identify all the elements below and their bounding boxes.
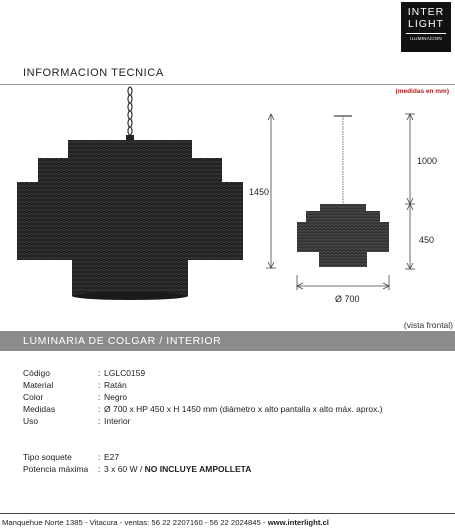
- spec-label: Código: [23, 368, 50, 378]
- logo-divider: [406, 33, 446, 34]
- spec-separator: :: [98, 392, 101, 402]
- spec-separator: :: [98, 416, 101, 426]
- schematic-drawing: [282, 104, 435, 304]
- footer-divider: [0, 513, 455, 514]
- spec-value: [104, 464, 251, 474]
- power-note: NO INCLUYE AMPOLLETA: [144, 464, 252, 474]
- units-note: (medidas en mm): [395, 88, 449, 95]
- product-photo: [14, 85, 246, 303]
- spec-label: Tipo soquete: [23, 452, 72, 462]
- logo-line-1: INTER: [407, 6, 445, 18]
- total-height-label: 1450: [249, 187, 270, 197]
- spec-separator: :: [98, 464, 101, 474]
- brand-logo: [401, 2, 451, 52]
- shade-height-label: 450: [419, 235, 435, 245]
- section-title: INFORMACION TECNICA: [23, 67, 164, 79]
- spec-value: Negro: [104, 392, 128, 402]
- spec-value: Ratán: [104, 380, 127, 390]
- spec-separator: :: [98, 380, 101, 390]
- spec-separator: :: [98, 368, 101, 378]
- spec-label: Color: [23, 392, 44, 402]
- spec-label: Material: [23, 380, 54, 390]
- spec-value: Interior: [104, 416, 131, 426]
- spec-label: Potencia máxima: [23, 464, 89, 474]
- power-value: 3 x 60 W /: [104, 464, 143, 474]
- logo-line-3: ILUMINACION: [410, 36, 442, 41]
- spec-value: LGLC0159: [104, 368, 146, 378]
- spec-label: Medidas: [23, 404, 56, 414]
- spec-value: Ø 700 x HP 450 x H 1450 mm (diámetro x alto pantalla x alto máx. aprox.): [104, 404, 383, 414]
- footer-address: Manquehue Norte 1385 - Vitacura - ventas: 56 22 2207160 - 56 22 2024845 -: [2, 518, 266, 527]
- hanging-chain: [128, 87, 132, 135]
- spec-separator: :: [98, 404, 101, 414]
- footer-website[interactable]: www.interlight.cl: [267, 518, 329, 527]
- chain-length-label: 1000: [417, 156, 438, 166]
- spec-separator: :: [98, 452, 101, 462]
- spec-label: Uso: [23, 416, 39, 426]
- view-note: (vista frontal): [403, 320, 453, 330]
- diameter-label: Ø 700: [335, 294, 360, 304]
- footer: [2, 518, 329, 527]
- logo-line-2: LIGHT: [408, 18, 444, 30]
- spec-value: E27: [104, 452, 120, 462]
- category-title: LUMINARIA DE COLGAR / INTERIOR: [23, 335, 222, 347]
